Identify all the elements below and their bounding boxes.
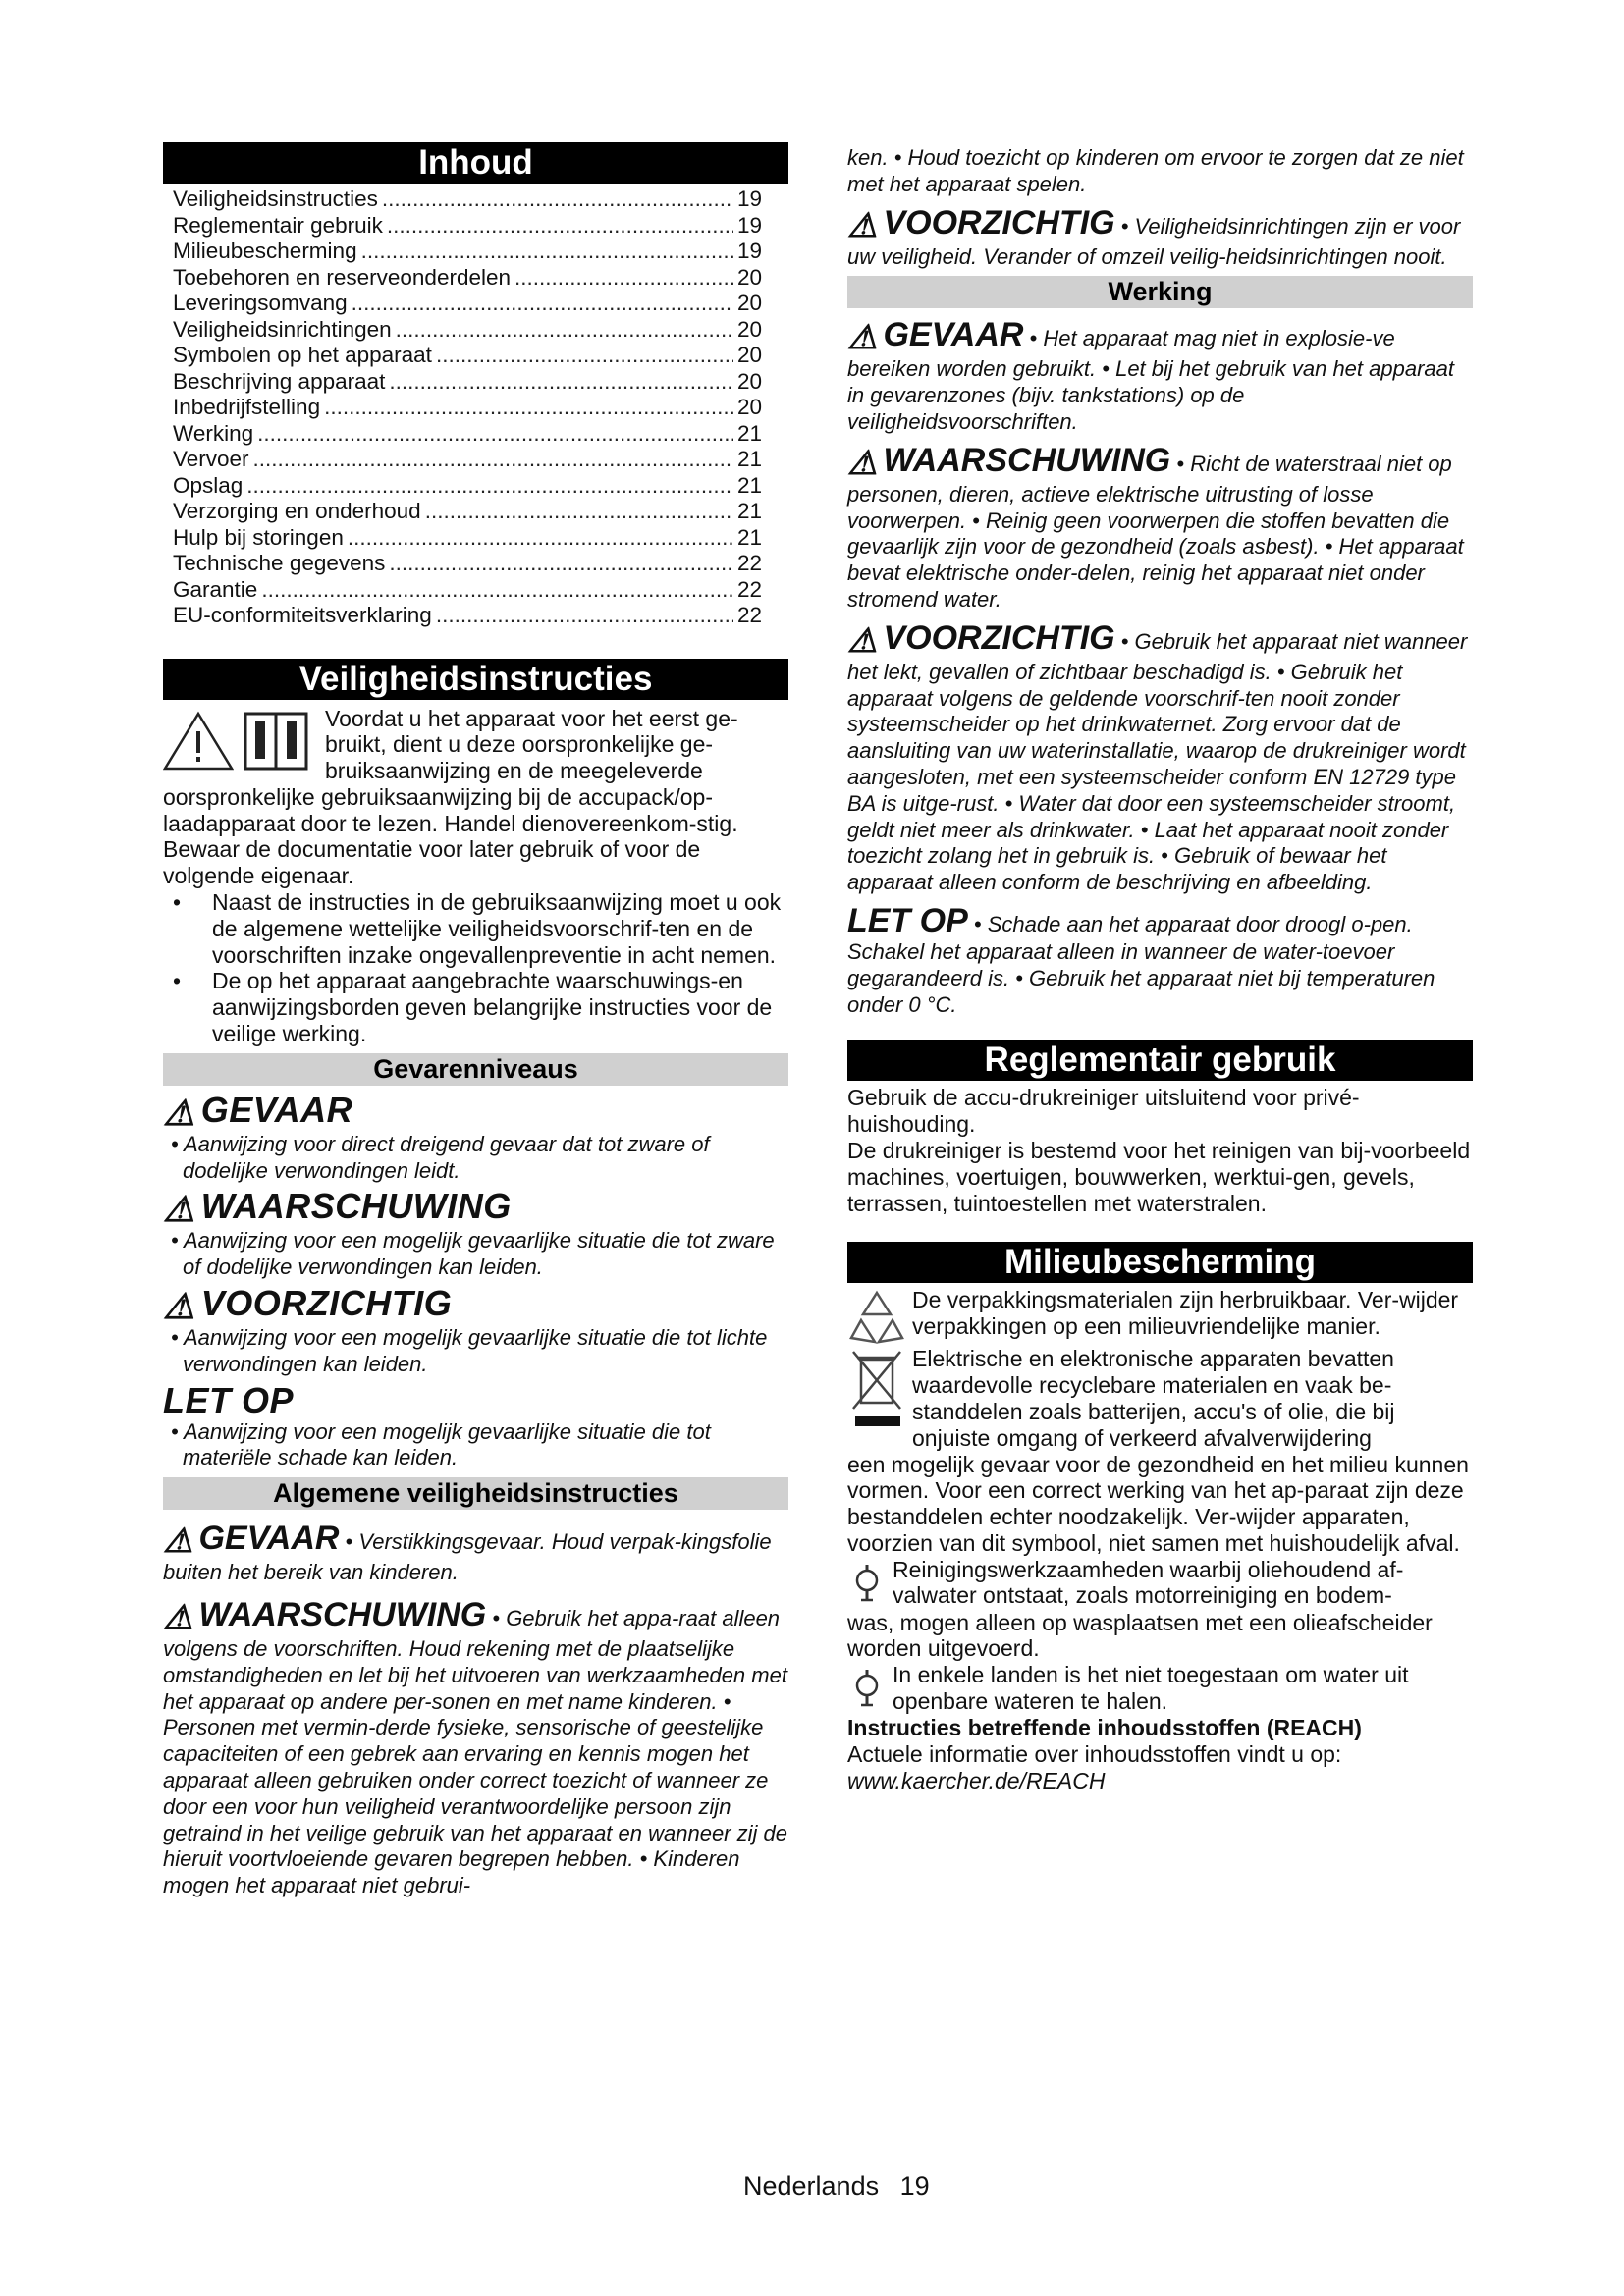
- toc-row[interactable]: [173, 577, 762, 604]
- level-letop-desc: Aanwijzing voor een mogelijk gevaarlijke situatie die tot materiële schade kan leiden.: [183, 1418, 711, 1470]
- level-gevaar-text: • Aanwijzing voor direct dreigend gevaar dat tot zware of dodelijke verwondingen leidt.: [171, 1131, 710, 1183]
- toc-label: Verzorging en onderhoud: [173, 499, 421, 523]
- milieu-title: Milieubescherming: [847, 1242, 1473, 1283]
- oil-text: Reinigingswerkzaamheden waarbij oliehoudend af-valwater ontstaat, zoals motorreiniging en bodem-: [893, 1556, 1404, 1609]
- safety-intro-line-1: Voordat u het apparaat voor het eerst ge-: [325, 705, 738, 731]
- werking-waarschuwing-label: [847, 441, 1171, 482]
- warning-icon: ⚠: [847, 206, 878, 244]
- gen-waarschuwing: ⚠ WAARSCHUWING • Gebruik het appa-raat alleen volgens de voorschriften. Houd rekening met de plaatselijke omstandigheden en let bij het uitvoeren van werkzaamheden met het apparaat op andere per-sonen en met name kinderen. • Personen met vermin-derde fysieke, sensorische of geestelijke capaciteiten of een gebrek aan ervaring en kennis mogen het apparaat alleen gebruiken onder correct toezicht of wanneer ze door een voor hun veiligheid verantwoordelijke persoon zijn getraind in het veilige gebruik van het apparaat en wanneer zij de hieruit voortvloeiende gevaren begrepen hebben. • Kinderen mogen het apparaat niet gebrui-: [163, 1596, 787, 1898]
- werking-voorzichtig-label: [847, 618, 1115, 660]
- recycle-text: De verpakkingsmaterialen zijn herbruikbaar. Ver-wijder verpakkingen op een milieuvriendelijke manier.: [912, 1287, 1459, 1340]
- manual-book-icon: [242, 710, 310, 773]
- crossed-bin-icon: [847, 1346, 906, 1432]
- toc-page: 21: [736, 472, 762, 498]
- gen-waarschuwing-desc: Gebruik het appa-raat alleen volgens de voorschriften. Houd rekening met de plaatselijke omstandigheden en let bij het uitvoeren van werkzaamheden met het apparaat op andere per-sonen en met name kinderen. • Personen met vermin-derde fysieke, sensorische of geestelijke capaciteiten of een gebrek aan ervaring en kennis mogen het apparaat alleen gebruiken onder correct toezicht of wanneer ze door een voor hun veiligheid verantwoordelijke persoon zijn getraind in het veilige gebruik van het apparaat en wanneer zij de hieruit voortvloeiende gevaren begrepen hebben. • Kinderen mogen het apparaat niet gebrui-: [163, 1606, 787, 1898]
- safety-intro-rest: oorspronkelijke gebruiksaanwijzing bij de accupack/op-laadapparaat door te lezen. Handel dienovereenkom-stig. Bewaar de documentatie voor later gebruik of voor de volgende eigenaar.: [163, 783, 738, 889]
- toc-row[interactable]: [173, 473, 762, 500]
- toc-label: Garantie: [173, 576, 258, 602]
- toc-leader: [396, 317, 733, 344]
- toc-row[interactable]: [173, 317, 762, 344]
- level-letop: [163, 1379, 788, 1420]
- werking-gevaar-label: [847, 316, 1024, 357]
- toc-label: Veiligheidsinstructies: [173, 187, 378, 211]
- level-waarschuwing-label: WAARSCHUWING: [200, 1186, 512, 1227]
- toc-row[interactable]: [173, 265, 762, 292]
- toc-row[interactable]: [173, 603, 762, 629]
- toc-page: 22: [736, 551, 762, 575]
- toc-page: 20: [736, 264, 762, 290]
- toc-label: Leveringsomvang: [173, 291, 348, 315]
- toc-label: Symbolen op het apparaat: [173, 343, 432, 367]
- toc-leader: [257, 421, 733, 448]
- toc-row[interactable]: [173, 187, 762, 213]
- warning-icon: ⚠: [163, 1599, 193, 1637]
- water-text: In enkele landen is het niet toegestaan om water uit openbare wateren te halen.: [893, 1662, 1409, 1715]
- level-voorzichtig: [163, 1285, 788, 1325]
- toc-row[interactable]: [173, 447, 762, 473]
- werking-gevaar: ⚠ GEVAAR • Het apparaat mag niet in explosie-ve bereiken worden gebruikt. • Let bij het gebruik van het apparaat in gevarenzones (bijv. tankstations) op de veiligheidsvoorschriften.: [847, 316, 1454, 434]
- toc-leader: [387, 213, 733, 240]
- level-voorzichtig-text: • Aanwijzing voor een mogelijk gevaarlijke situatie die tot lichte verwondingen kan leiden.: [171, 1325, 768, 1376]
- toc-leader: [261, 577, 733, 604]
- safety-bullet-text: Naast de instructies in de gebruiksaanwijzing moet u ook de algemene wettelijke veiligheidsvoorschrif-ten en de voorschriften inzake ongevallenpreventie in acht nemen.: [212, 889, 782, 968]
- toc-label: Beschrijving apparaat: [173, 368, 386, 394]
- safety-bullet-text: De op het apparaat aangebrachte waarschuwings-en aanwijzingsborden geven belangrijke instructies voor de veilige werking.: [212, 968, 773, 1047]
- werking-gevaar-desc: Het apparaat mag niet in explosie-ve bereiken worden gebruikt. • Let bij het gebruik van het apparaat in gevarenzones (bijv. tankstations) op de veiligheidsvoorschriften.: [847, 326, 1454, 434]
- level-waarschuwing-desc: Aanwijzing voor een mogelijk gevaarlijke situatie die tot zware of dodelijke verwondingen kan leiden.: [183, 1228, 775, 1280]
- toc-row[interactable]: [173, 551, 762, 577]
- toc-row[interactable]: [173, 525, 762, 552]
- toc-leader: [389, 551, 733, 577]
- warning-icon: ⚠: [163, 1286, 195, 1327]
- warning-triangle-icon: [163, 710, 234, 773]
- footer-page-number: 19: [899, 2171, 930, 2201]
- oil-block: [847, 1557, 1473, 1610]
- toc-row[interactable]: [173, 239, 762, 265]
- safety-bullet: • Naast de instructies in de gebruiksaanwijzing moet u ook de algemene wettelijke veiligheidsvoorschrif-ten en de voorschriften inzake ongevallenpreventie in acht nemen.: [163, 889, 788, 968]
- level-waarschuwing-text: • Aanwijzing voor een mogelijk gevaarlijke situatie die tot zware of dodelijke verwondingen kan leiden.: [171, 1228, 775, 1280]
- reach-text: Actuele informatie over inhoudsstoffen vindt u op:: [847, 1741, 1342, 1768]
- left-column: [163, 142, 788, 1899]
- toc-page: 19: [736, 239, 762, 263]
- toc-page: 21: [736, 447, 762, 471]
- warning-icon: ⚠: [847, 444, 878, 482]
- safety-intro-block: [163, 706, 788, 784]
- toc-leader: [389, 369, 733, 396]
- werking-voorzichtig: ⚠ VOORZICHTIG • Gebruik het apparaat niet wanneer het lekt, gevallen of zichtbaar beschadigd is. • Gebruik het apparaat volgens de geldende voorschrif-ten nooit zonder systeemscheider op het drinkwaternet. Zorg ervoor dat de aansluiting van uw waterinstallatie, waarop de drukreiniger wordt aangesloten, met een systeemscheider conform EN 12729 type BA is uitge-rust. • Water dat door een systeemscheider stroomt, geldt niet meer als drinkwater. • Laat het apparaat nooit zonder toezicht zolang het in gebruik is. • Gebruik of bewaar het apparaat alleen conform de beschrijving en afbeelding.: [847, 618, 1468, 895]
- reglementair-title: Reglementair gebruik: [847, 1040, 1473, 1081]
- weee-text: Elektrische en elektronische apparaten bevatten waardevolle recyclebare materialen en vaak be-standdelen zoals batterijen, accu's of olie, die bij onjuiste omgang of verkeerd afvalverwijdering: [912, 1346, 1395, 1451]
- toc-page: 20: [736, 316, 762, 342]
- warning-icon: ⚠: [163, 1092, 195, 1133]
- toc-page: 19: [736, 212, 762, 238]
- gen-waarschuwing-label: [163, 1596, 487, 1637]
- toc-row[interactable]: [173, 291, 762, 317]
- footer-language: Nederlands: [743, 2171, 880, 2201]
- toc-page: 20: [736, 291, 762, 315]
- werking-voorzichtig-word: VOORZICHTIG: [883, 618, 1115, 657]
- general-safety-title: Algemene veiligheidsinstructies: [163, 1477, 788, 1510]
- gen-voorzichtig-word: VOORZICHTIG: [883, 203, 1115, 241]
- toc-page: 20: [736, 368, 762, 394]
- page-footer: [743, 2171, 930, 2202]
- werking-gevaar-word: GEVAAR: [883, 316, 1024, 354]
- safety-title: Veiligheidsinstructies: [163, 659, 788, 700]
- werking-letop-desc: Schade aan het apparaat door droogl o-pen. Schakel het apparaat alleen in wanneer de water-toevoer gegarandeerd is. • Gebruik het apparaat niet bij temperaturen onder 0 °C.: [847, 911, 1435, 1017]
- toc-label: EU-conformiteitsverklaring: [173, 603, 432, 627]
- oil-rest: was, mogen alleen op wasplaatsen met een olieafscheider worden uitgevoerd.: [847, 1609, 1433, 1662]
- toc-page: 21: [736, 499, 762, 523]
- warning-icon: ⚠: [163, 1522, 193, 1561]
- toc-page: 20: [736, 395, 762, 419]
- gen-gevaar-desc: Verstikkingsgevaar. Houd verpak-kingsfolie buiten het bereik van kinderen.: [163, 1529, 772, 1585]
- gen-voorzichtig-desc: Veiligheidsinrichtingen zijn er voor uw veiligheid. Verander of omzeil veilig-heidsinrichtingen nooit.: [847, 213, 1461, 269]
- toc-page: 22: [736, 576, 762, 602]
- safety-intro-line-3: bruiksaanwijzing en de meegeleverde: [325, 758, 703, 784]
- toc-list: [163, 187, 788, 629]
- toc-label: Toebehoren en reserveonderdelen: [173, 264, 512, 290]
- toc-label: Vervoer: [173, 447, 249, 471]
- water-block: [847, 1662, 1473, 1715]
- level-voorzichtig-desc: Aanwijzing voor een mogelijk gevaarlijke situatie die tot lichte verwondingen kan leiden.: [183, 1325, 768, 1376]
- toc-leader: [348, 525, 733, 552]
- toc-row[interactable]: [173, 395, 762, 421]
- reach-url[interactable]: www.kaercher.de/REACH: [847, 1767, 1106, 1793]
- reglementair-p2: De drukreiniger is bestemd voor het reinigen van bij-voorbeeld machines, voertuigen, bouwwerken, werktui-gen, gevels, terrassen, tuintoestellen met waterstralen.: [847, 1137, 1471, 1216]
- weee-rest: een mogelijk gevaar voor de gezondheid en het milieu kunnen vormen. Voor een correct werking van het ap-paraat zijn deze bestanddelen echter noodzakelijk. Ver-wijder apparaten, voorzien van dit symbool, niet samen met huishoudelijk afval.: [847, 1451, 1469, 1556]
- toc-leader: [246, 473, 733, 500]
- levels-title: Gevarenniveaus: [163, 1053, 788, 1086]
- reach-title: Instructies betreffende inhoudsstoffen (REACH): [847, 1715, 1362, 1741]
- toc-label: Opslag: [173, 472, 244, 498]
- level-letop-text: • Aanwijzing voor een mogelijk gevaarlijke situatie die tot materiële schade kan leiden.: [171, 1418, 711, 1470]
- gen-cont-text: ken. • Houd toezicht op kinderen om ervoor te zorgen dat ze niet met het apparaat spelen.: [847, 145, 1464, 196]
- level-gevaar-desc: Aanwijzing voor direct dreigend gevaar dat tot zware of dodelijke verwondingen leidt.: [183, 1131, 710, 1183]
- warning-icon: ⚠: [847, 319, 878, 357]
- toc-leader: [514, 265, 733, 292]
- safety-intro-line-2: bruikt, dient u deze oorspronkelijke ge-: [325, 731, 714, 758]
- safety-bullet: • De op het apparaat aangebrachte waarschuwings-en aanwijzingsborden geven belangrijke instructies voor de veilige werking.: [163, 968, 788, 1046]
- gen-gevaar: ⚠ GEVAAR • Verstikkingsgevaar. Houd verpak-kingsfolie buiten het bereik van kinderen.: [163, 1520, 772, 1585]
- werking-letop: LET OP • Schade aan het apparaat door droogl o-pen. Schakel het apparaat alleen in wanneer de water-toevoer gegarandeerd is. • Gebruik het apparaat niet bij temperaturen onder 0 °C.: [847, 901, 1435, 1017]
- toc-title: Inhoud: [163, 142, 788, 184]
- werking-voorzichtig-desc: Gebruik het apparaat niet wanneer het lekt, gevallen of zichtbaar beschadigd is. • Gebruik het apparaat volgens de geldende voorschrif-ten nooit zonder systeemscheider op het drinkwaternet. Zorg ervoor dat de aansluiting van uw waterinstallatie, waarop de drukreiniger wordt aangesloten, met een systeemscheider conform EN 12729 type BA is uitge-rust. • Water dat door een systeemscheider stroomt, geldt niet meer als drinkwater. • Laat het apparaat nooit zonder toezicht zolang het in gebruik is. • Gebruik of bewaar het apparaat alleen conform de beschrijving en afbeelding.: [847, 628, 1468, 895]
- gen-voorzichtig: ⚠ VOORZICHTIG • Veiligheidsinrichtingen zijn er voor uw veiligheid. Verander of omzeil veilig-heidsinrichtingen nooit.: [847, 203, 1461, 269]
- toc-leader: [436, 603, 733, 629]
- toc-page: 21: [736, 524, 762, 550]
- toc-page: 19: [736, 187, 762, 211]
- werking-waarschuwing-word: WAARSCHUWING: [883, 441, 1171, 479]
- toc-row[interactable]: [173, 213, 762, 240]
- toc-leader: [324, 395, 733, 421]
- toc-label: Hulp bij storingen: [173, 524, 344, 550]
- level-letop-label: LET OP: [163, 1379, 295, 1420]
- toc-row[interactable]: [173, 499, 762, 525]
- recycle-block: [847, 1287, 1473, 1346]
- water-tap-icon: [847, 1557, 887, 1610]
- warning-icon: ⚠: [847, 621, 878, 660]
- werking-waarschuwing: ⚠ WAARSCHUWING • Richt de waterstraal niet op personen, dieren, actieve elektrische uitrusting of losse voorwerpen. • Reinig geen voorwerpen die stoffen bevatten die gevaarlijk zijn voor de gezondheid (zoals asbest). • Het apparaat bevat elektrische onder-delen, reinig het apparaat niet onder stromend water.: [847, 441, 1464, 612]
- recycle-icon: [847, 1287, 906, 1346]
- toc-leader: [436, 343, 733, 369]
- level-gevaar-label: GEVAAR: [200, 1089, 353, 1130]
- gen-voorzichtig-label: [847, 203, 1115, 244]
- toc-page: 22: [736, 603, 762, 627]
- gen-waarschuwing-word: WAARSCHUWING: [198, 1596, 487, 1634]
- toc-leader: [361, 239, 733, 265]
- toc-page: 21: [736, 420, 762, 446]
- werking-waarschuwing-desc: Richt de waterstraal niet op personen, dieren, actieve elektrische uitrusting of losse voorwerpen. • Reinig geen voorwerpen die stoffen bevatten die gevaarlijk zijn voor de gezondheid (zoals asbest). • Het apparaat bevat elektrische onder-delen, reinig het apparaat niet onder stromend water.: [847, 451, 1464, 612]
- toc-leader: [382, 187, 733, 213]
- level-gevaar: [163, 1089, 788, 1133]
- toc-label: Milieubescherming: [173, 239, 357, 263]
- weee-block: [847, 1346, 1473, 1451]
- level-voorzichtig-label: VOORZICHTIG: [200, 1283, 453, 1324]
- toc-row[interactable]: [173, 369, 762, 396]
- toc-label: Veiligheidsinrichtingen: [173, 316, 392, 342]
- level-waarschuwing: [163, 1188, 788, 1228]
- toc-leader: [253, 447, 733, 473]
- toc-label: Inbedrijfstelling: [173, 395, 321, 419]
- water-tap-icon: [847, 1662, 887, 1715]
- toc-label: Reglementair gebruik: [173, 212, 383, 238]
- toc-label: Technische gegevens: [173, 551, 386, 575]
- right-column: [847, 145, 1473, 1794]
- toc-leader: [425, 499, 733, 525]
- toc-row[interactable]: [173, 343, 762, 369]
- gen-gevaar-word: GEVAAR: [198, 1520, 340, 1558]
- toc-label: Werking: [173, 420, 254, 446]
- toc-leader: [352, 291, 733, 317]
- gen-gevaar-label: [163, 1520, 340, 1561]
- toc-row[interactable]: [173, 421, 762, 448]
- toc-page: 20: [736, 343, 762, 367]
- warning-icon: ⚠: [163, 1189, 195, 1230]
- werking-title: Werking: [847, 276, 1473, 308]
- reglementair-p1: Gebruik de accu-drukreiniger uitsluitend voor privé-huishouding.: [847, 1085, 1360, 1138]
- werking-letop-label: LET OP: [847, 901, 968, 939]
